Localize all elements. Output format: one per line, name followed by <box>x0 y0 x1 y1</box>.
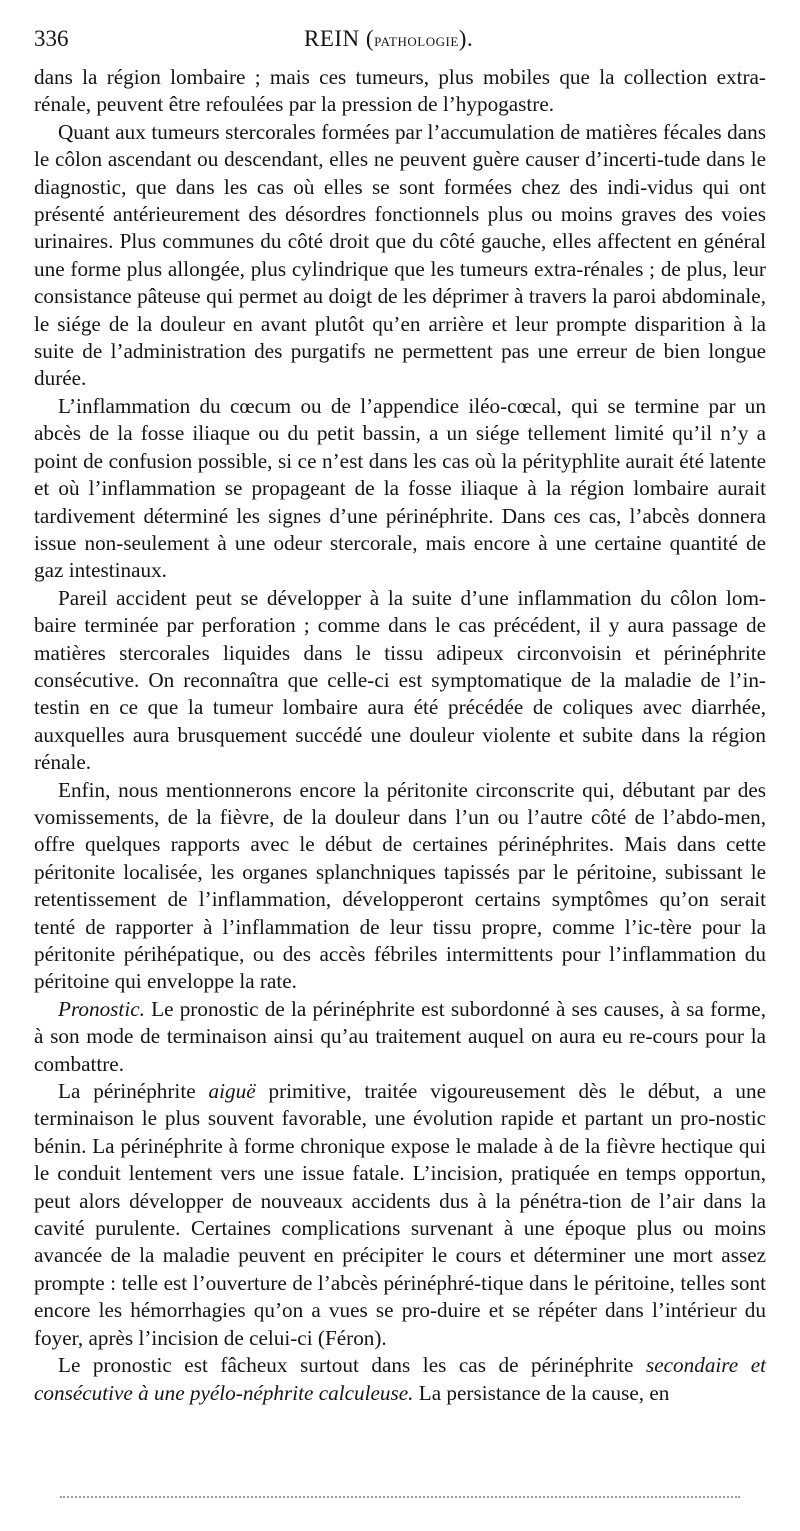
paragraph-peritonite <box>34 777 766 996</box>
footer-dotted-rule <box>60 1496 740 1498</box>
paragraph-tumeurs-stercorales <box>34 119 766 393</box>
paragraph-text: L’inflammation du cœcum ou de l’appendice iléo-cœcal, qui se termine par un abcès de la fosse iliaque ou du petit bassin, a un siége tellement limité qu’il n’y a point de confusion possible, si ce n’est dans les cas où la pérityphlite aurait été latente et où l’inflammation se propageant de la fosse iliaque à la région lombaire aurait tardivement déterminé les signes d’une périnéphrite. Dans ces cas, l’abcès donnera issue non-seulement à une odeur stercorale, mais encore à une certaine quantité de gaz intestinaux. <box>34 393 766 583</box>
paragraph-perityphlite <box>34 393 766 585</box>
paragraph-text: Pareil accident peut se développer à la suite d’une inflammation du côlon lom-baire terminée par perforation ; comme dans le cas précédent, il y aura passage de matières stercorales liquides dans le tissu adipeux circonvoisin et périnéphrite consécutive. On reconnaîtra que celle-ci est symptomatique de la maladie de l’in-testin en ce que la tumeur lombaire aura été précédée de coliques avec diarrhée, auxquelles aura brusquement succédé une douleur violente et subite dans la région rénale. <box>34 585 766 775</box>
paragraph-pronostic <box>34 996 766 1078</box>
paragraph-text: Le pronostic de la périnéphrite est subordonné à ses causes, à sa forme, à son mode de terminaison ainsi qu’au traitement auquel on aura eu re-cours pour la combattre. <box>34 996 766 1076</box>
paragraph-text: La périnéphrite <box>58 1079 209 1104</box>
italic-term: aiguë <box>208 1079 256 1104</box>
running-head-main: REIN ( <box>304 26 375 51</box>
paragraph-colon-lombaire <box>34 585 766 777</box>
paragraph-pronostic-facheux <box>34 1352 766 1407</box>
running-head-subtitle: pathologie <box>374 30 459 51</box>
paragraph-text: Enfin, nous mentionnerons encore la péritonite circonscrite qui, débutant par des vomissements, de la fièvre, de la douleur dans l’un ou l’autre côté de l’abdo-men, offre quelques rapports avec le début de certaines périnéphrites. Mais dans cette péritonite localisée, les organes splanchniques tapissés par le péritoine, subissant le retentissement de l’inflammation, développeront certains symptômes qu’on serait tenté de rapporter à l’inflammation de leur tissu propre, comme l’ic-tère pour la péritonite périhépatique, ou des accès fébriles intermittents pour l’inflammation du péritoine qui enveloppe la rate. <box>34 777 766 994</box>
paragraph-text: Le pronostic est fâcheux surtout dans les cas de périnéphrite <box>58 1353 646 1378</box>
section-heading-pronostic: Pronostic. <box>58 996 145 1021</box>
paragraph-continuation <box>34 64 766 119</box>
italic-term: secondaire et consécutive à une pyélo-néphrite calculeuse. <box>34 1353 767 1405</box>
paragraph-text: primitive, traitée vigoureusement dès le début, a une terminaison le plus souvent favorable, une évolution rapide et partant un pro-nostic bénin. La périnéphrite à forme chronique expose le malade à de la fièvre hectique qui le conduit lentement vers une issue fatale. L’incision, pratiquée en temps opportun, peut alors développer de nouveaux accidents dus à la pénétra-tion de l’air dans la cavité purulente. Certaines complications survenant à une époque plus ou moins avancée de la maladie peuvent en précipiter le cours et déterminer une mort assez prompte : telle est l’ouverture de l’abcès périnéphré-tique dans le péritoine, telles sont encore les hémorrhagies qu’on a vues se pro-duire et se répéter dans l’intérieur du foyer, après l’incision de celui-ci (Féron). <box>34 1079 766 1350</box>
paragraph-text: Quant aux tumeurs stercorales formées par l’accumulation de matières fécales dans le côlon ascendant ou descendant, elles ne peuvent guère causer d’incerti-tude dans le diagnostic, que dans les cas où elles se sont formées chez des indi-vidus qui ont présenté antérieurement des désordres fonctionnels plus ou moins graves des voies urinaires. Plus communes du côté droit que du côté gauche, elles affectent en général une forme plus allongée, plus cylindrique que les tumeurs extra-rénales ; de plus, leur consistance pâteuse qui permet au doigt de les déprimer à travers la paroi abdominale, le siége de la douleur en avant plutôt qu’en arrière et leur prompte disparition à la suite de l’administration des purgatifs ne permettent pas une erreur de bien longue durée. <box>34 119 766 391</box>
body-text <box>34 64 766 1407</box>
paragraph-perinephrite-aigue <box>34 1078 766 1352</box>
paragraph-text: dans la région lombaire ; mais ces tumeurs, plus mobiles que la collection extra-rénale, peuvent être refoulées par la pression de l’hypogastre. <box>34 65 766 117</box>
running-head-end: ). <box>458 26 474 51</box>
running-head <box>304 26 473 52</box>
paragraph-text: La persistance de la cause, en <box>413 1380 670 1405</box>
page-number: 336 <box>34 26 69 51</box>
page-header <box>34 26 766 64</box>
document-page <box>34 26 766 1407</box>
